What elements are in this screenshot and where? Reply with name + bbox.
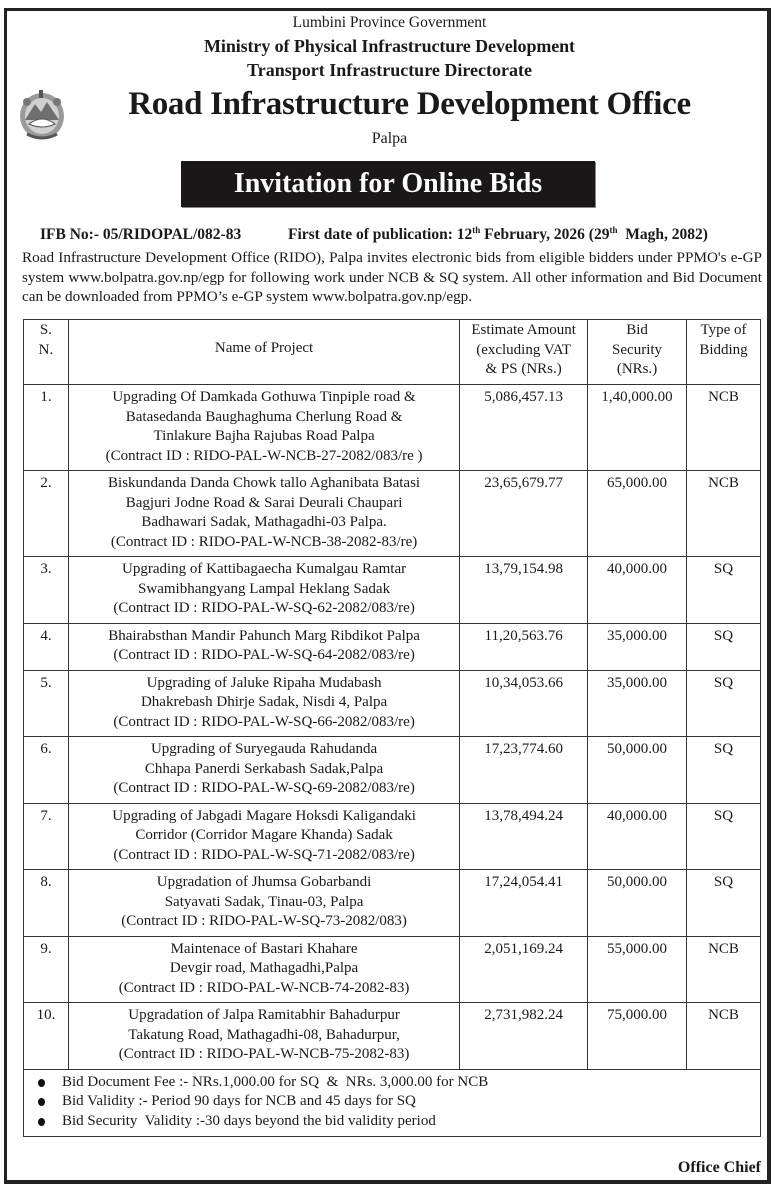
table-row: [24, 623, 761, 670]
cell-sn: 9.: [24, 936, 69, 1003]
cell-project-name: Upgrading of Kattibagaecha Kumalgau Ramtar Swamibhangyang Lampal Heklang Sadak (Contract ID : RIDO-PAL-W-SQ-62-2082/083/re): [68, 557, 459, 624]
cell-bid-security: 55,000.00: [588, 936, 687, 1003]
table-row: [24, 803, 761, 870]
col-header-sn: S. N.: [24, 320, 69, 385]
cell-sn: 4.: [24, 623, 69, 670]
cell-sn: 5.: [24, 670, 69, 737]
table-header-row: [24, 320, 761, 385]
cell-project-name: Upgrading Of Damkada Gothuwa Tinpiple road & Batasedanda Baughaghuma Cherlung Road & Tinlakure Bajha Rajubas Road Palpa (Contract ID : RIDO-PAL-W-NCB-27-2082/083/re ): [68, 385, 459, 471]
cell-project-name: Upgrading of Jabgadi Magare Hoksdi Kaligandaki Corridor (Corridor Magare Khanda) Sadak (Contract ID : RIDO-PAL-W-SQ-71-2082/083/re): [68, 803, 459, 870]
cell-type: NCB: [687, 936, 761, 1003]
table-row: [24, 737, 761, 804]
cell-type: NCB: [687, 385, 761, 471]
cell-project-name: Bhairabsthan Mandir Pahunch Marg Ribdikot Palpa (Contract ID : RIDO-PAL-W-SQ-64-2082/083/re): [68, 623, 459, 670]
col-header-type: Type of Bidding: [687, 320, 761, 385]
cell-estimate: 10,34,053.66: [460, 670, 588, 737]
col-header-bid-security: Bid Security (NRs.): [588, 320, 687, 385]
cell-bid-security: 50,000.00: [588, 737, 687, 804]
table-row: [24, 385, 761, 471]
cell-sn: 1.: [24, 385, 69, 471]
cell-project-name: Upgrading of Jaluke Ripaha Mudabash Dhakrebash Dhirje Sadak, Nisdi 4, Palpa (Contract ID : RIDO-PAL-W-SQ-66-2082/083/re): [68, 670, 459, 737]
cell-estimate: 17,24,054.41: [460, 870, 588, 937]
signoff-office-chief: Office Chief: [677, 1159, 761, 1176]
note-bid-document-fee: Bid Document Fee :- NRs.1,000.00 for SQ & NRs. 3,000.00 for NCB: [62, 1073, 760, 1093]
cell-type: SQ: [687, 870, 761, 937]
note-bid-security-validity: Bid Security Validity :-30 days beyond the bid validity period: [62, 1112, 760, 1132]
cell-estimate: 17,23,774.60: [460, 737, 588, 804]
cell-estimate: 23,65,679.77: [460, 471, 588, 557]
table-row: [24, 936, 761, 1003]
note-bid-validity: Bid Validity :- Period 90 days for NCB and 45 days for SQ: [62, 1092, 760, 1112]
table-row: [24, 1003, 761, 1070]
cell-sn: 10.: [24, 1003, 69, 1070]
cell-type: SQ: [687, 623, 761, 670]
cell-bid-security: 35,000.00: [588, 623, 687, 670]
cell-type: SQ: [687, 670, 761, 737]
col-header-name: Name of Project: [68, 320, 459, 385]
table-notes-row: [24, 1069, 761, 1136]
table-row: [24, 670, 761, 737]
table-row: [24, 557, 761, 624]
cell-project-name: Upgrading of Suryegauda Rahudanda Chhapa Panerdi Serkabash Sadak,Palpa (Contract ID : RIDO-PAL-W-SQ-69-2082/083/re): [68, 737, 459, 804]
notice-title-banner: Invitation for Online Bids: [181, 161, 595, 207]
province-name: Lumbini Province Government: [292, 14, 487, 31]
cell-bid-security: 40,000.00: [588, 803, 687, 870]
cell-estimate: 2,051,169.24: [460, 936, 588, 1003]
notes-cell: [24, 1069, 761, 1136]
cell-type: NCB: [687, 471, 761, 557]
publication-date: First date of publication: 12th February, 2026 (29th Magh, 2082): [288, 225, 708, 243]
cell-sn: 7.: [24, 803, 69, 870]
cell-project-name: Biskundanda Danda Chowk tallo Aghanibata Batasi Bagjuri Jodne Road & Sarai Deurali Chaupari Badhawari Sadak, Mathagadhi-03 Palpa. (Contract ID : RIDO-PAL-W-NCB-38-2082-83/re): [68, 471, 459, 557]
col-header-estimate: Estimate Amount (excluding VAT & PS (NRs.): [460, 320, 588, 385]
cell-bid-security: 1,40,000.00: [588, 385, 687, 471]
cell-sn: 3.: [24, 557, 69, 624]
bids-table: [23, 319, 761, 1137]
table-row: [24, 471, 761, 557]
cell-type: SQ: [687, 737, 761, 804]
cell-sn: 2.: [24, 471, 69, 557]
cell-bid-security: 40,000.00: [588, 557, 687, 624]
cell-bid-security: 50,000.00: [588, 870, 687, 937]
cell-bid-security: 65,000.00: [588, 471, 687, 557]
cell-sn: 8.: [24, 870, 69, 937]
cell-estimate: 13,78,494.24: [460, 803, 588, 870]
cell-type: SQ: [687, 557, 761, 624]
table-row: [24, 870, 761, 937]
cell-estimate: 2,731,982.24: [460, 1003, 588, 1070]
cell-project-name: Maintenace of Bastari Khahare Devgir road, Mathagadhi,Palpa (Contract ID : RIDO-PAL-W-NCB-74-2082-83): [68, 936, 459, 1003]
ifb-line: [40, 225, 760, 244]
cell-estimate: 11,20,563.76: [460, 623, 588, 670]
intro-paragraph: Road Infrastructure Development Office (RIDO), Palpa invites electronic bids from eligible bidders under PPMO's e-GP system www.bolpatra.gov.np/egp for following work under NCB & SQ system. All other information and Bid Document can be downloaded from PPMO’s e-GP system www.bolpatra.gov.np/egp.: [22, 249, 762, 305]
cell-project-name: Upgradation of Jhumsa Gobarbandi Satyavati Sadak, Tinau-03, Palpa (Contract ID : RIDO-PAL-W-SQ-73-2082/083): [68, 870, 459, 937]
directorate-name: Transport Infrastructure Directorate: [247, 60, 532, 80]
cell-estimate: 13,79,154.98: [460, 557, 588, 624]
office-location: Palpa: [371, 130, 408, 147]
ifb-number: IFB No:- 05/RIDOPAL/082-83: [40, 226, 242, 243]
cell-type: NCB: [687, 1003, 761, 1070]
cell-bid-security: 75,000.00: [588, 1003, 687, 1070]
cell-type: SQ: [687, 803, 761, 870]
cell-estimate: 5,086,457.13: [460, 385, 588, 471]
cell-bid-security: 35,000.00: [588, 670, 687, 737]
office-name: Road Infrastructure Development Office: [128, 86, 691, 122]
cell-sn: 6.: [24, 737, 69, 804]
cell-project-name: Upgradation of Jalpa Ramitabhir Bahadurpur Takatung Road, Mathagadhi-08, Bahadurpur, (Contract ID : RIDO-PAL-W-NCB-75-2082-83): [68, 1003, 459, 1070]
ministry-name: Ministry of Physical Infrastructure Development: [204, 36, 575, 56]
